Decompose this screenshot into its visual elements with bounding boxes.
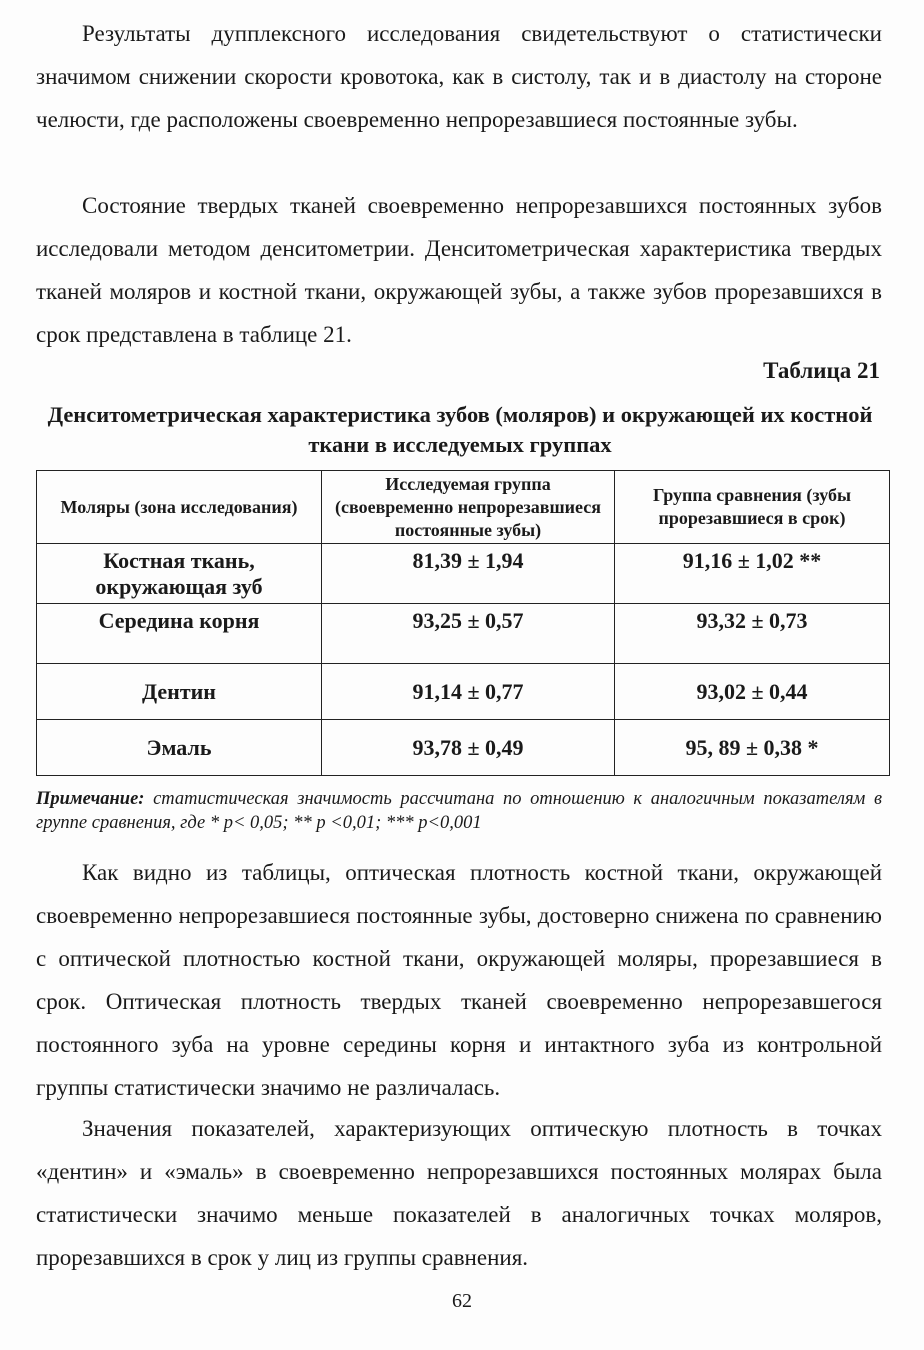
paragraph-duplex-results: Результаты дупплексного исследования свидетельствуют о статистически значимом снижении скорости кровотока, как в систолу, так и в диастолу на стороне челюсти, где расположены своевременно непрорезавшиеся постоянные зубы. — [36, 21, 882, 132]
table-row — [37, 544, 890, 604]
table-row — [37, 664, 890, 720]
study-value: 93,78 ± 0,49 — [322, 720, 615, 776]
comparison-value: 93,32 ± 0,73 — [615, 604, 890, 664]
study-value: 91,14 ± 0,77 — [322, 664, 615, 720]
table-number: Таблица 21 — [763, 358, 880, 383]
paragraph-dentin-enamel: Значения показателей, характеризующих оптическую плотность в точках «дентин» и «эмаль» в своевременно непрорезавшихся постоянных молярах была статистически значимо меньше показателей в аналогичных точках моляров, прорезавшихся в срок у лиц из группы сравнения. — [36, 1116, 882, 1270]
row-label: Дентин — [37, 664, 322, 720]
row-label: Костная ткань, окружающая зуб — [37, 544, 322, 604]
comparison-value: 95, 89 ± 0,38 * — [615, 720, 890, 776]
paragraph-table-discussion: Как видно из таблицы, оптическая плотность костной ткани, окружающей своевременно непрорезавшиеся постоянные зубы, достоверно снижена по сравнению с оптической плотностью костной ткани, окружающей моляры, прорезавшиеся в срок. Оптическая плотность твердых тканей своевременно непрорезавшегося постоянного зуба на уровне середины корня и интактного зуба из контрольной группы статистически значимо не различалась. — [36, 860, 882, 1100]
header-molars: Моляры (зона исследования) — [37, 471, 322, 544]
comparison-value: 93,02 ± 0,44 — [615, 664, 890, 720]
table-title: Денситометрическая характеристика зубов (моляров) и окружающей их костной ткани в исследуемых группах — [47, 402, 873, 457]
note-label: Примечание: — [36, 789, 145, 809]
study-value: 81,39 ± 1,94 — [322, 544, 615, 604]
page-number: 62 — [452, 1290, 472, 1312]
table-row — [37, 604, 890, 664]
study-value: 93,25 ± 0,57 — [322, 604, 615, 664]
table-note — [36, 787, 882, 835]
header-study-group: Исследуемая группа (своевременно непрорезавшиеся постоянные зубы) — [322, 471, 615, 544]
comparison-value: 91,16 ± 1,02 ** — [615, 544, 890, 604]
table-row — [37, 720, 890, 776]
header-comparison-group: Группа сравнения (зубы прорезавшиеся в срок) — [615, 471, 890, 544]
row-label: Середина корня — [37, 604, 322, 664]
note-text: статистическая значимость рассчитана по отношению к аналогичным показателям в группе сравнения, где * p< 0,05; ** p <0,01; *** p<0,001 — [36, 789, 882, 833]
table-header-row — [37, 471, 890, 544]
paragraph-densitometry-intro: Состояние твердых тканей своевременно непрорезавшихся постоянных зубов исследовали методом денситометрии. Денситометрическая характеристика твердых тканей моляров и костной ткани, окружающей зубы, а также зубов прорезавшихся в срок представлена в таблице 21. — [36, 193, 882, 347]
row-label: Эмаль — [37, 720, 322, 776]
densitometry-table — [36, 470, 890, 776]
